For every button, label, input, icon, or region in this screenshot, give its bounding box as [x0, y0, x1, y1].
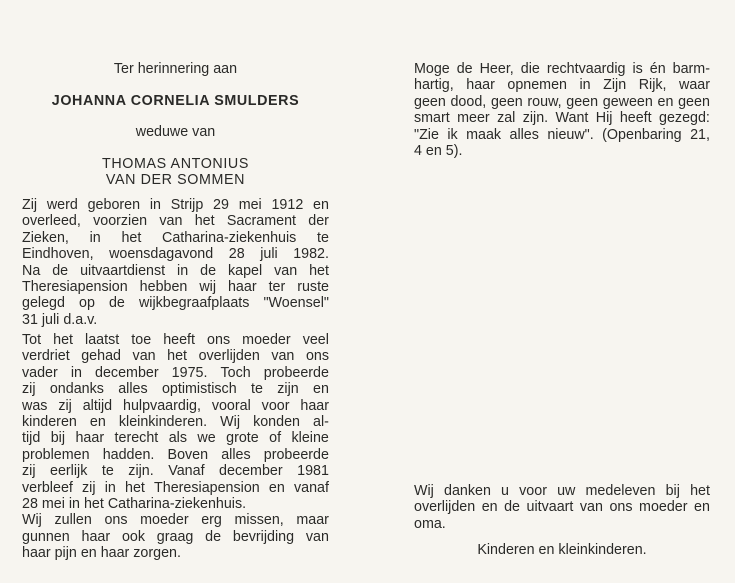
- text-line: Na de uitvaartdienst in de kapel van het: [22, 262, 329, 279]
- text-line: overleed, voorzien van het Sacrament der: [22, 213, 329, 230]
- remembrance-heading: Ter herinnering aan: [113, 61, 238, 77]
- text-line: gelegd op de wijkbegraafplaats "Woensel": [22, 295, 329, 312]
- text-line: gunnen haar ook graag de bevrijding van: [22, 528, 329, 545]
- text-line: zij eerlijk te zijn. Vanaf december 1981: [22, 463, 329, 480]
- text-line: 4 en 5).: [414, 143, 463, 159]
- text-line: problemen hadden. Boven alles probeerde: [22, 446, 329, 463]
- text-line: verdriet gehad van het overlijden van ons: [22, 348, 329, 365]
- text-line: verbleef zij in het Theresiapension en vanaf: [22, 479, 329, 496]
- text-line: oma.: [414, 515, 446, 532]
- text-line: Wij danken u voor uw medeleven bij het: [414, 483, 710, 499]
- text-line: zij ondanks alles optimistisch te zijn en: [22, 381, 329, 398]
- widow-of-label: weduwe van: [135, 124, 216, 140]
- text-line: kinderen en kleinkinderen. Wij konden al-: [22, 414, 329, 430]
- deceased-name: JOHANNA CORNELIA SMULDERS: [51, 93, 300, 109]
- text-line: haar pijn en haar zorgen.: [22, 545, 181, 562]
- text-line: Tot het laatst toe heeft ons moeder veel: [22, 332, 329, 348]
- text-line: was zij altijd hulpvaardig, vooral voor haar: [22, 397, 329, 414]
- text-line: tijd bij haar terecht als we grote of kleine: [22, 430, 329, 447]
- husband-name-line1: THOMAS ANTONIUS: [102, 156, 249, 172]
- text-line: Zieken, in het Catharina-ziekenhuis te: [22, 229, 329, 246]
- text-line: overlijden en de uitvaart van ons moeder en: [414, 499, 710, 516]
- text-line: Wij zullen ons moeder erg missen, maar: [22, 512, 329, 529]
- text-line: Theresiapension hebben wij haar ter ruste: [22, 279, 329, 295]
- signature: Kinderen en kleinkinderen.: [477, 542, 647, 558]
- text-line: vader in december 1975. Toch probeerde: [22, 364, 329, 381]
- text-line: Moge de Heer, die rechtvaardig is én barm-: [414, 61, 710, 77]
- text-line: 31 juli d.a.v.: [22, 311, 98, 328]
- text-line: "Zie ik maak alles nieuw". (Openbaring 21,: [414, 126, 710, 143]
- text-line: smart meer zal zijn. Want Hij heeft gezegd:: [414, 110, 710, 127]
- husband-name-line2: VAN DER SOMMEN: [105, 172, 246, 188]
- text-line: hartig, haar opnemen in Zijn Rijk, waar: [414, 77, 710, 94]
- text-line: 28 mei in het Catharina-ziekenhuis.: [22, 496, 247, 512]
- text-line: Zij werd geboren in Strijp 29 mei 1912 en: [22, 197, 329, 213]
- text-line: Eindhoven, woensdagavond 28 juli 1982.: [22, 246, 329, 263]
- text-line: geen dood, geen rouw, geen geween en geen: [414, 93, 710, 110]
